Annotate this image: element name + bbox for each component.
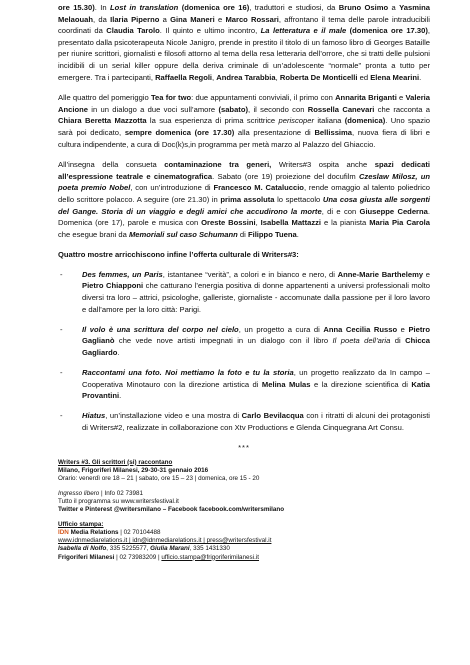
text-run: Milano, Frigoriferi Milanesi, 29-30-31 gennaio 2016 <box>58 466 209 474</box>
event-title <box>58 459 430 467</box>
exhibitions-intro: Quattro mostre arricchiscono infine l’offerta culturale di Writers#3: <box>58 250 299 260</box>
text-run: , rende omaggio al talento poliedrico dello scrittore polacco. A seguire (ore 21.30) in <box>58 183 430 204</box>
text-run: (domenica) <box>344 116 386 126</box>
text-run: Tutto il programma su www.writersfestival.it <box>58 497 179 505</box>
text-run: Bruno Osimo <box>338 3 389 12</box>
text-run: Roberta De Monticelli <box>279 72 358 82</box>
text-run: Des femmes, un Paris <box>82 269 163 279</box>
text-run: in un dialogo a due voci sull’amore <box>87 104 219 114</box>
text-run: | Info 02 73981 <box>99 489 143 497</box>
text-run: Anna Cecilia Russo <box>323 324 398 334</box>
text-run: , istantanee “verità”, a colori e in bianco e nero, di <box>162 269 338 279</box>
text-run: Media Relations <box>68 529 119 537</box>
text-run: Twitter e Pinterest @writersmilano – Facebook facebook.com/writersmilano <box>58 506 285 514</box>
exhibition-text <box>82 411 430 432</box>
text-run: Isabella Mattazzi <box>260 218 322 228</box>
text-run: Bellissima <box>314 127 353 137</box>
text-run: a <box>159 14 171 24</box>
text-run: Marco Rossari <box>225 14 279 24</box>
text-run: italiana <box>313 116 345 126</box>
text-run: Il volo è una scrittura del corpo nel cielo <box>82 324 239 334</box>
text-run: Raccontami una foto. Noi mettiamo la foto e tu la storia <box>82 368 294 378</box>
text-run: , affrontano il tema delle parole intraducibili coordinati da <box>58 14 430 36</box>
text-run: e <box>397 324 409 334</box>
text-run: (domenica ore 16) <box>178 3 250 12</box>
exhibition-text <box>82 270 430 314</box>
press-agency <box>58 529 430 537</box>
event-location <box>58 467 430 475</box>
text-run: . <box>119 391 122 401</box>
body-paragraph <box>58 159 430 240</box>
text-run: , un progetto a cura di <box>238 324 324 334</box>
text-run: Annarita Briganti <box>335 93 397 103</box>
text-run: . Sabato (ore 19) proiezione del docufilm <box>212 171 359 181</box>
text-run: Isabella di Nolfo <box>58 545 107 553</box>
text-run: che racconta a <box>374 104 430 114</box>
text-run: . <box>117 347 120 357</box>
text-run: Il poeta dell’aria <box>332 336 391 346</box>
text-run: e la pianista <box>321 218 370 228</box>
text-run: la sua esperienza di prima scrittrice <box>146 116 279 126</box>
text-run: ore 15.30) <box>58 3 95 12</box>
text-run: che esegue brani da <box>58 229 129 239</box>
text-run: periscoper <box>278 116 314 126</box>
text-run: Orario: venerdì ore 18 – 21 | sabato, ore 15 – 23 | domenica, ore 15 - 20 <box>58 474 260 482</box>
text-run: , 335 1431330 <box>189 545 230 553</box>
exhibition-item <box>58 324 430 359</box>
text-run: Gina Maneri <box>170 14 215 24</box>
text-run: , traduttori e studiosi, da <box>249 3 339 12</box>
text-run: con i ritratti di alcuni dei protagonisti di Writers#2, realizzate in collaborazione con Xtv Productions e Glenda Cinquegrana Art Consu. <box>82 411 430 432</box>
text-run: Lost in translation <box>109 3 179 12</box>
text-run: Writers #3. Gli scrittori (si) raccontano <box>58 458 173 466</box>
text-run: ed <box>357 72 371 82</box>
text-run: Pietro Gaglianò <box>82 324 430 346</box>
text-run: e la direzione scientifica di <box>310 379 412 389</box>
text-run: Chicca Gagliardo <box>82 336 430 357</box>
text-run: , un progetto realizzato da In campo – Cooperativa Minotauro con la direzione artistica di <box>82 368 430 389</box>
text-run: , <box>212 72 217 82</box>
text-run: Anne-Marie Barthelemy <box>337 269 424 279</box>
text-run: . <box>296 229 299 239</box>
text-run: a <box>388 3 400 12</box>
text-run: . Il quinto e ultimo incontro, <box>159 26 261 36</box>
text-run: , il secondo con <box>248 104 308 114</box>
admission-info <box>58 490 430 498</box>
exhibition-text <box>82 325 430 357</box>
press-release-document <box>58 2 430 569</box>
text-run: www.idnmediarelations.it | idn@idnmediarelations.it | press@writersfestival.it <box>58 537 272 545</box>
text-run: prima assoluta <box>220 194 275 204</box>
text-run: (sabato) <box>218 104 248 114</box>
text-run: Yasmina Melaouah <box>58 3 430 24</box>
text-run: | 02 70104488 <box>118 529 161 537</box>
text-run: . Domenica (ore 17), parole e musica con <box>58 206 430 228</box>
program-link[interactable] <box>58 498 430 506</box>
text-run: Katia Provantini <box>82 379 430 401</box>
text-run: Andrea Tarabbia <box>216 72 276 82</box>
text-run: lo spettacolo <box>274 194 323 204</box>
text-run: Carlo Bevilacqua <box>241 411 304 421</box>
text-run: Francesco M. Cataluccio <box>213 183 304 193</box>
venue-press-contact[interactable] <box>58 554 430 562</box>
text-run: Ufficio stampa: <box>58 521 104 529</box>
text-run: Writers#3 ospita anche <box>271 160 375 170</box>
text-run: Una cosa giusta alle sorgenti del Gange. Storia di un viaggio e degli amici che accudirono la morte <box>58 194 430 216</box>
text-run: sempre domenica (ore 17.30) <box>124 127 235 137</box>
list-dash: - <box>60 324 63 334</box>
social-links[interactable] <box>58 506 430 514</box>
event-hours <box>58 475 430 483</box>
text-run: Ingresso libero <box>58 489 100 497</box>
text-run: Rossella Canevari <box>307 104 375 114</box>
text-run: alla presentazione di <box>234 127 315 137</box>
text-run: . Uno spazio sarà poi dedicato, <box>58 116 430 137</box>
exhibition-text <box>82 368 430 400</box>
text-run: IDN <box>58 529 69 537</box>
text-run: , presentato dalla psicoterapeuta Nicole Janigro, prende in prestito il titolo di un famoso libro di Georges Bataille per riunire scrittori, giornalisti e filosofi attorno al tema della resa letteraria dell’orrore, che si tratti delle pulsioni incidibili di un serial killer oppure della deriva criminale di un’adolescente “normale” pronta a tutto per emergere. Tra i partecipanti, <box>58 26 430 82</box>
text-run: , da <box>93 14 111 24</box>
text-run: , <box>275 72 280 82</box>
text-run: Giulia Marani <box>150 545 190 553</box>
text-run: All’insegna della consueta <box>58 160 165 170</box>
text-run: Ilaria Piperno <box>110 14 160 24</box>
body-paragraph <box>58 92 430 150</box>
text-run: e <box>396 93 406 103</box>
text-run: Czeslaw Milosz, un poeta premio Nobel <box>58 171 430 193</box>
text-run: Valeria Ancione <box>58 93 430 114</box>
press-office-heading <box>58 521 430 529</box>
text-run: Tea for two <box>150 93 192 103</box>
event-details <box>58 459 430 483</box>
list-dash: - <box>60 368 63 378</box>
text-run: Filippo Tuena <box>247 229 297 239</box>
press-office <box>58 521 430 561</box>
press-web-links[interactable] <box>58 537 430 545</box>
list-dash: - <box>60 269 63 279</box>
text-run: Oreste Bossini <box>201 218 256 228</box>
text-run: . In <box>94 3 110 12</box>
list-dash: - <box>60 411 63 421</box>
text-run: , di e con <box>321 206 360 216</box>
text-run: contaminazione tra generi, <box>164 160 272 170</box>
footer-info <box>58 459 430 562</box>
text-run: La letteratura e il male <box>260 26 347 36</box>
text-run: Memoriali sul caso Schumann <box>128 229 238 239</box>
text-run: Elena Mearini <box>370 72 420 82</box>
text-run: , <box>255 218 261 228</box>
text-run: Melina Mulas <box>261 379 311 389</box>
body-paragraph <box>58 2 430 83</box>
text-run: ufficio.stampa@frigoriferimilanesi.it <box>161 553 260 561</box>
exhibition-item <box>58 410 430 433</box>
exhibitions-list <box>58 269 430 434</box>
text-run: che catturano l’energia positiva di donne appartenenti a universi professionali molto diversi tra loro – attrici, psicologhe, galleriste, giornaliste - accomunate dalla passione per il loro lavoro e dall’amore per la loro città: Parigi. <box>82 281 430 314</box>
text-run: (domenica ore 17.30) <box>346 26 428 36</box>
text-run: Raffaella Regoli <box>155 72 213 82</box>
press-contacts <box>58 545 430 553</box>
text-run: , con un’introduzione di <box>130 183 214 193</box>
text-run: . <box>419 72 422 82</box>
text-run: Pietro Chiapponi <box>82 281 144 291</box>
text-run: Hiatus <box>82 411 106 421</box>
text-run: : due appuntamenti conviviali, il primo con <box>191 93 336 103</box>
section-separator: *** <box>238 443 250 452</box>
text-run: , un’installazione video e una mostra di <box>105 411 242 421</box>
text-run: Giuseppe Cederna <box>359 206 428 216</box>
text-run: , nuova fiera di libri e cultura indipendente, a cura di Doc(k)s,in programma per metà marzo al Palazzo del Ghiaccio. <box>58 127 430 149</box>
text-run: Frigoriferi Milanesi <box>58 553 115 561</box>
visitor-info <box>58 490 430 514</box>
text-run: Claudia Tarolo <box>106 26 160 36</box>
text-run: e <box>423 269 430 279</box>
exhibition-item <box>58 269 430 315</box>
text-run: | 02 73983209 | <box>114 553 162 561</box>
text-run: di <box>237 229 248 239</box>
text-run: Maria Pia Carola <box>369 218 430 228</box>
text-run: Alle quattro del pomeriggio <box>58 93 151 103</box>
exhibition-item <box>58 367 430 402</box>
text-run: , 335 5225577, <box>106 545 151 553</box>
text-run: di <box>390 336 406 346</box>
text-run: spazi dedicati all’espressione teatrale e cinematografica <box>58 160 430 181</box>
text-run: che vede nove artisti impegnati in un dialogo con il libro <box>114 336 333 346</box>
text-run: Chiara Beretta Mazzotta <box>58 116 147 126</box>
text-run: e <box>214 14 226 24</box>
